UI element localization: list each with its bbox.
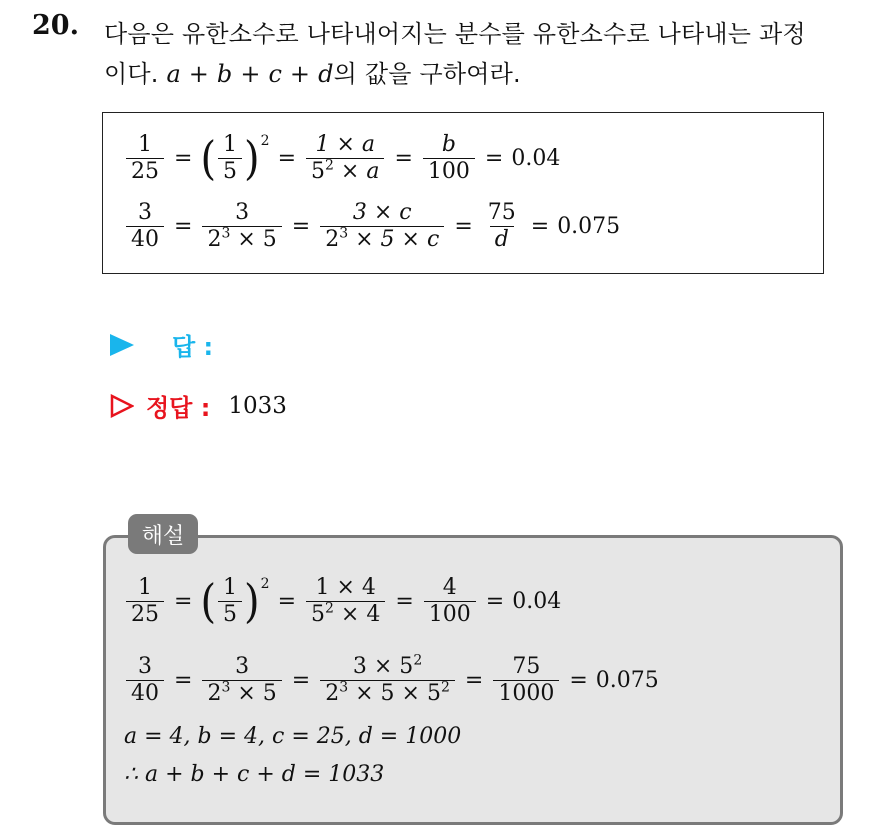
fraction: $\frac{1}{25}$	[126, 575, 164, 628]
fraction: $\frac{3 \times c}{2^3 \times 5 \times c}$	[320, 200, 444, 253]
fraction: $\frac{4}{100}$	[424, 575, 476, 628]
solution-conclusion-line: ∴ a + b + c + d = 1033	[124, 762, 385, 787]
result-value: 0.04	[512, 589, 562, 614]
filled-triangle-icon	[110, 334, 134, 356]
fraction: $\frac{3}{40}$	[126, 200, 164, 253]
result-value: 0.04	[511, 146, 561, 171]
answer-label: 답 :	[172, 333, 214, 361]
fraction: $\frac{b}{100}$	[423, 132, 475, 185]
solution-equation-row2: $\frac{3}{40}$ = $\frac{3}{2^3 \times 5}$ = $\frac{3 \times 5^2}{2^3 \times 5 \times 5^2}$ = $\frac{75}{1000}$ = 0.075	[124, 654, 659, 707]
fraction: $\frac{3}{2^3 \times 5}$	[202, 654, 281, 707]
fraction: $\frac{3}{40}$	[126, 654, 164, 707]
fraction: $\frac{75}{1000}$	[493, 654, 559, 707]
solution-tag: 해설	[128, 514, 198, 554]
correct-answer-row	[110, 388, 287, 423]
outline-triangle-icon	[110, 394, 134, 418]
result-value: 0.075	[595, 668, 659, 693]
solution-values-line: a = 4, b = 4, c = 25, d = 1000	[124, 724, 462, 749]
correct-answer-label: 정답 :	[146, 394, 211, 422]
question-number: 20.	[32, 10, 79, 41]
question-text-line1: 다음은 유한소수로 나타내어지는 분수를 유한소수로 나타내는 과정	[104, 20, 806, 48]
fraction: $\frac{1}{25}$	[126, 132, 164, 185]
fraction: $\frac{1 \times 4}{5^2 \times 4}$	[306, 575, 385, 628]
solution-equation-row1: $\frac{1}{25}$ = ( $\frac{1}{5}$ ) 2 = $\frac{1 \times 4}{5^2 \times 4}$ = $\frac{4}{100}$ = 0.04	[124, 575, 561, 628]
fraction: $\frac{1 \times a}{5^2 \times a}$	[306, 132, 384, 185]
correct-answer-value: 1033	[228, 392, 287, 419]
result-value: 0.075	[557, 214, 621, 239]
answer-row	[110, 327, 213, 362]
fraction: $\frac{1}{5}$	[218, 132, 242, 185]
fraction: $\frac{75}{d}$	[487, 200, 516, 252]
question-line2-prefix: 이다.	[104, 60, 159, 88]
problem-equation-row1: $\frac{1}{25}$ = ( $\frac{1}{5}$ ) 2 = $\frac{1 \times a}{5^2 \times a}$ = $\frac{b}{100}$ = 0.04	[124, 132, 560, 185]
problem-equation-row2: $\frac{3}{40}$ = $\frac{3}{2^3 \times 5}$ = $\frac{3 \times c}{2^3 \times 5 \times c}$ = $\frac{75}{d}$ = 0.075	[124, 200, 620, 253]
question-line2-suffix: 의 값을 구하여라.	[333, 60, 521, 88]
fraction: $\frac{1}{5}$	[218, 575, 242, 628]
fraction: $\frac{3 \times 5^2}{2^3 \times 5 \times 5^2}$	[320, 654, 455, 707]
question-text-line2	[104, 54, 521, 89]
question-expression: a + b + c + d	[166, 60, 334, 88]
fraction: $\frac{3}{2^3 \times 5}$	[202, 200, 281, 253]
